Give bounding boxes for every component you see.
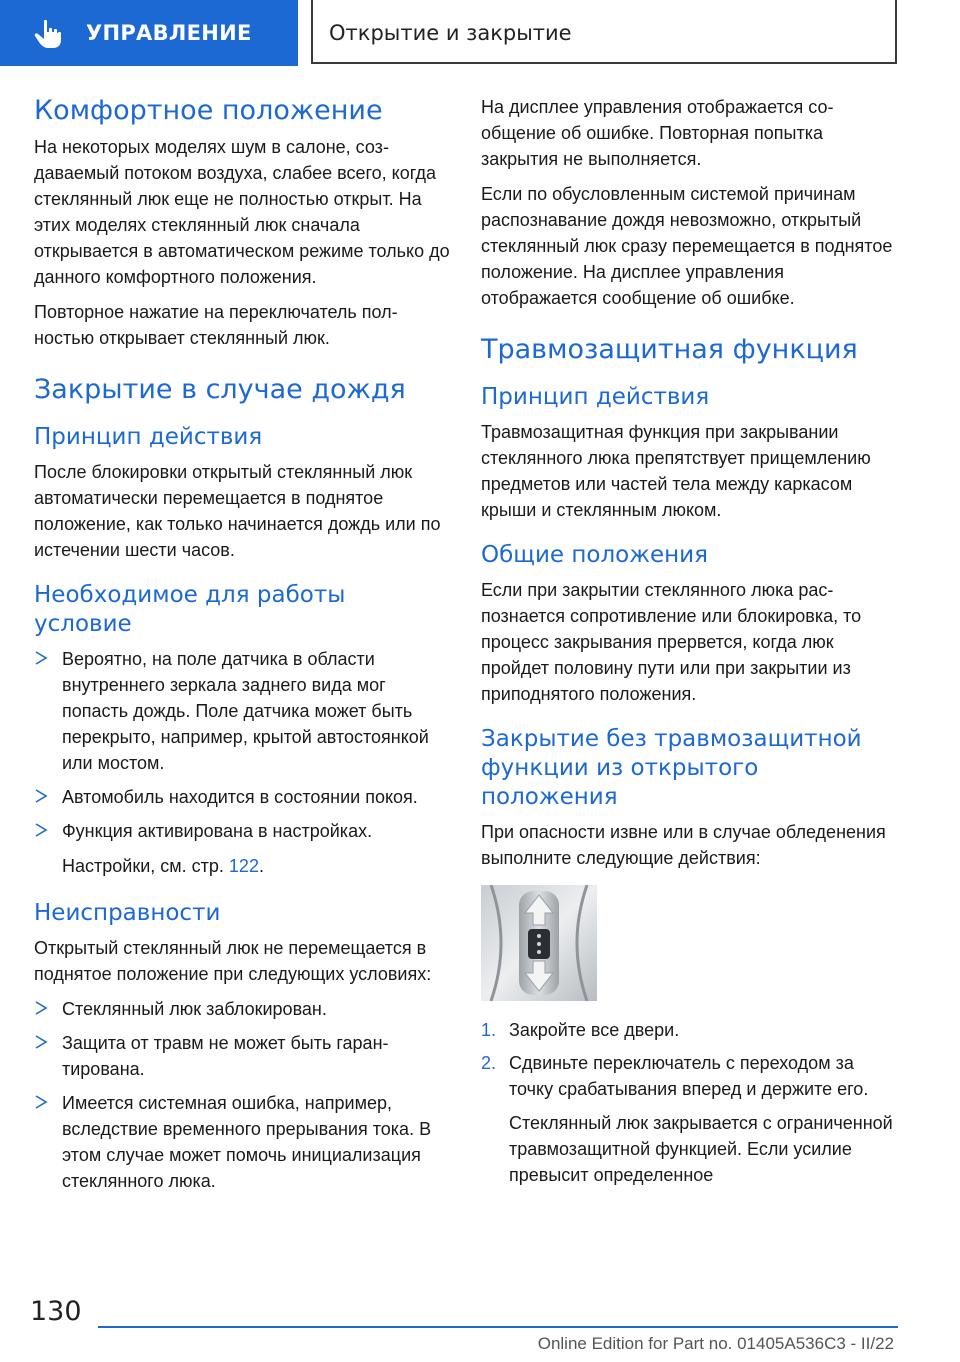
general-heading: Общие положения xyxy=(481,542,708,568)
settings-note: Настройки, см. стр. 122. xyxy=(62,856,264,876)
chapter-title: Открытие и закрытие xyxy=(329,21,572,45)
section-label: УПРАВЛЕНИЕ xyxy=(86,21,252,45)
arrow-bullet-icon xyxy=(34,788,48,804)
step-item: 2. Сдвиньте переключатель с переходом за точку срабатывания вперед и держите его. Стеклянный люк закрывается с ограниченной травмозащитной функцией. Если усилие превысит определенное xyxy=(481,1050,901,1188)
list-item: Автомобиль находится в состоянии покоя. xyxy=(34,784,450,810)
left-column xyxy=(34,94,450,1203)
step-item: 1. Закройте все двери. xyxy=(481,1020,680,1040)
list-item: Имеется системная ошибка, например, вследствие временного прерывания тока. В этом случае может помочь инициализация стеклянного люка. xyxy=(34,1090,450,1194)
list-item: Вероятно, на поле датчика в области внутреннего зеркала заднего вида мог попасть дождь. Поле датчика может быть перекрыто, например, крытой автостоянкой или мостом. xyxy=(34,646,450,776)
rain-detection-paragraph: Если по обусловленным системой причинам распознавание дождя невозможно, открытый стеклянный люк сразу перемещается в поднятое положение. На дисплее управления отображается сообщение об ошибке. xyxy=(481,184,893,308)
list-item: Стеклянный люк заблокирован. xyxy=(34,996,450,1022)
condition-heading: Необходимое для работы условие xyxy=(34,582,346,637)
rain-principle-text: После блокировки открытый стеклянный люк автоматически перемещается в поднятое положение, как только начинается дождь или по истечении шести часов. xyxy=(34,462,441,560)
condition-list xyxy=(34,646,450,844)
arrow-bullet-icon xyxy=(34,1000,48,1016)
rain-heading: Закрытие в случае дождя xyxy=(34,374,406,405)
closing-heading: Закрытие без травмозащитной функции из открытого положения xyxy=(481,726,862,810)
error-paragraph: На дисплее управления отображается сообщение об ошибке. Повторная попытка закрытия не выполняется. xyxy=(481,97,834,169)
rain-principle-heading: Принцип действия xyxy=(34,424,263,450)
antipinch-principle-heading: Принцип действия xyxy=(481,384,710,410)
faults-text: Открытый стеклянный люк не перемещается в поднятое положение при следующих условиях: xyxy=(34,938,432,984)
antipinch-heading: Травмозащитная функция xyxy=(481,334,858,365)
hand-pointer-icon xyxy=(32,17,66,51)
page-number: 130 xyxy=(30,1296,82,1327)
arrow-bullet-icon xyxy=(34,1034,48,1050)
list-item: Функция активирована в настройках. xyxy=(34,818,450,844)
list-item: Защита от травм не может быть гарантирована. xyxy=(34,1030,450,1082)
comfort-paragraph-2: Повторное нажатие на переключатель полностью открывает стеклянный люк. xyxy=(34,302,398,348)
edition-footer: Online Edition for Part no. 01405A536C3 - II/22 xyxy=(537,1334,894,1353)
sunroof-switch-illustration xyxy=(481,885,597,1001)
comfort-paragraph-1: На некоторых моделях шум в салоне, создаваемый потоком воздуха, слабее всего, когда стеклянный люк еще не полностью открыт. На этих моделях стеклянный люк сначала открывается в автоматическом режиме только до данного комфортного положения. xyxy=(34,137,450,287)
arrow-bullet-icon xyxy=(34,822,48,838)
section-tab xyxy=(0,0,298,66)
closing-text: При опасности извне или в случае обледенения выполните следующие действия: xyxy=(481,822,886,868)
general-text: Если при закрытии стеклянного люка распознается сопротивление или блокировка, то процесс закрывания прервется, когда люк пройдет половину пути или при закрытии из приподнятого положения. xyxy=(481,580,862,704)
step-note: Стеклянный люк закрывается с ограниченной травмозащитной функцией. Если усилие превысит определенное xyxy=(509,1113,893,1185)
arrow-bullet-icon xyxy=(34,650,48,666)
arrow-bullet-icon xyxy=(34,1094,48,1110)
faults-heading: Неисправности xyxy=(34,900,221,926)
faults-list xyxy=(34,996,450,1194)
page-reference-link[interactable]: 122 xyxy=(228,856,259,876)
footer-divider xyxy=(98,1326,898,1328)
antipinch-principle-text: Травмозащитная функция при закрывании стеклянного люка препятствует прищемлению предметов или частей тела между каркасом крыши и стеклянным люком. xyxy=(481,422,871,520)
steps-list xyxy=(481,1017,901,1188)
right-column xyxy=(481,94,901,1195)
chapter-header xyxy=(311,0,897,64)
comfort-heading: Комфортное положение xyxy=(34,95,383,126)
